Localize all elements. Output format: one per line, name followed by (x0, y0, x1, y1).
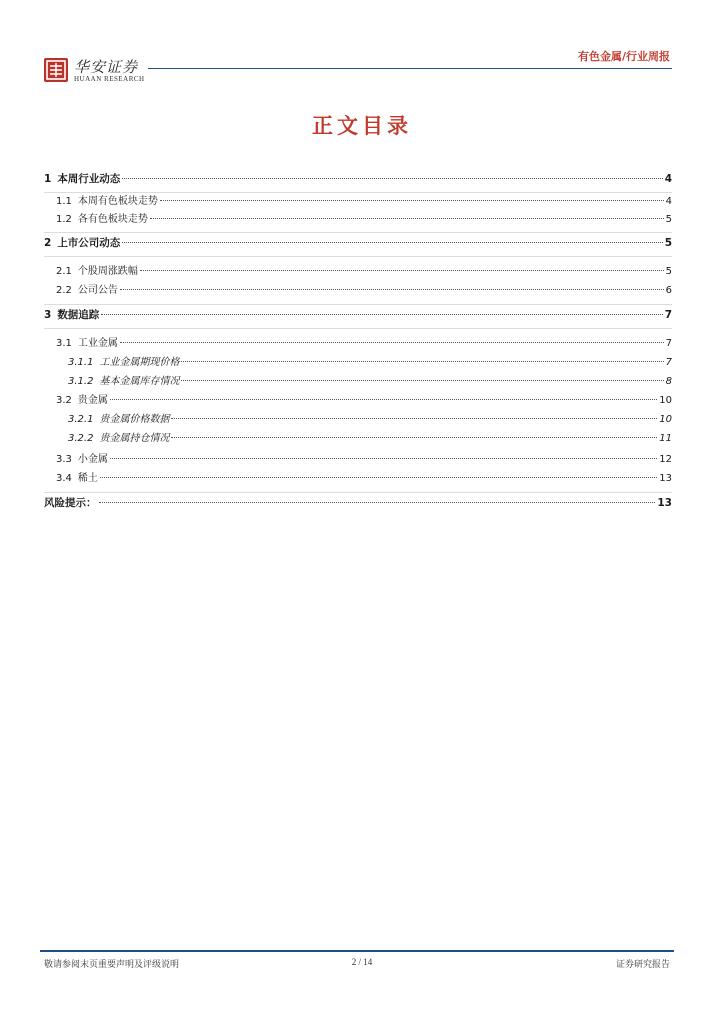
toc-entry-number: 1 (44, 173, 52, 185)
toc-entry[interactable] (44, 472, 672, 486)
toc-entry-page: 7 (665, 357, 672, 368)
toc-leader-dots (171, 437, 657, 438)
toc-entry[interactable] (44, 413, 672, 427)
toc-entry[interactable] (44, 453, 672, 467)
toc-entry[interactable] (44, 172, 672, 186)
toc-entry-page: 4 (665, 196, 672, 207)
toc-leader-dots (120, 342, 664, 343)
toc-entry-title: 数据追踪 (57, 309, 100, 321)
toc-leader-dots (110, 399, 657, 400)
toc-entry-page: 13 (659, 473, 672, 484)
toc-entry-page: 6 (665, 285, 672, 296)
toc-entry-page: 7 (664, 309, 672, 321)
toc-entry-number: 3.1.1 (68, 357, 94, 368)
toc-leader-dots (122, 242, 662, 243)
toc-entry[interactable] (44, 236, 672, 250)
toc-entry[interactable] (44, 337, 672, 351)
huaan-logo-icon (44, 58, 68, 82)
toc-entry-number: 1.2 (56, 214, 72, 225)
toc-entry-number: 3 (44, 309, 52, 321)
toc-entry-page: 8 (665, 376, 672, 387)
toc-separator (44, 232, 672, 233)
toc-entry-number: 3.2.2 (68, 433, 94, 444)
toc-leader-dots (100, 477, 657, 478)
toc-leader-dots (160, 200, 664, 201)
toc-entry-page: 5 (665, 214, 672, 225)
toc-entry[interactable] (44, 375, 672, 389)
toc-entry-number: 2.2 (56, 285, 72, 296)
page-title: 正文目录 (312, 113, 412, 138)
header-rule (148, 68, 672, 69)
toc-leader-dots (171, 418, 657, 419)
toc-separator (44, 492, 672, 493)
toc-entry[interactable] (44, 394, 672, 408)
toc-entry-page: 5 (664, 237, 672, 249)
toc-entry-page: 10 (659, 414, 672, 425)
toc-leader-dots (120, 289, 664, 290)
toc-entry-page: 13 (657, 497, 672, 509)
toc-entry-number: 3.4 (56, 473, 72, 484)
toc-leader-dots (99, 502, 656, 503)
toc-entry-title: 上市公司动态 (57, 237, 121, 249)
toc-entry[interactable] (44, 496, 672, 510)
toc-entry-number: 3.3 (56, 454, 72, 465)
toc-entry-title: 贵金属价格数据 (99, 414, 170, 425)
toc-entry[interactable] (44, 213, 672, 227)
page-header (0, 0, 724, 90)
toc-separator (44, 328, 672, 329)
logo-chinese-name: 华安证券 (74, 58, 139, 76)
toc-leader-dots (110, 458, 657, 459)
footer-disclaimer: 敬请参阅末页重要声明及评级说明 (44, 960, 180, 970)
toc-entry-number: 3.1 (56, 338, 72, 349)
toc-entry-title: 风险提示： (44, 497, 97, 509)
toc-leader-dots (140, 270, 664, 271)
toc-entry-title: 公司公告 (77, 285, 118, 296)
toc-separator (44, 304, 672, 305)
toc-entry-number: 2.1 (56, 266, 72, 277)
toc-entry[interactable] (44, 308, 672, 322)
toc-entry-number: 3.2 (56, 395, 72, 406)
toc-entry-title: 基本金属库存情况 (99, 376, 180, 387)
toc-entry-title: 稀土 (77, 473, 98, 484)
toc-entry-page: 5 (665, 266, 672, 277)
toc-entry-number: 3.1.2 (68, 376, 94, 387)
toc-entry[interactable] (44, 284, 672, 298)
toc-entry-title: 小金属 (77, 454, 108, 465)
toc-entry-title: 工业金属 (77, 338, 118, 349)
toc-entry[interactable] (44, 195, 672, 209)
toc-leader-dots (181, 380, 663, 381)
toc-entry-title: 本周有色板块走势 (77, 196, 158, 207)
toc-separator (44, 192, 672, 193)
toc-entry-page: 7 (665, 338, 672, 349)
toc-entry-title: 本周行业动态 (57, 173, 121, 185)
toc-entry-title: 个股周涨跌幅 (77, 266, 138, 277)
toc-entry-page: 10 (659, 395, 672, 406)
toc-leader-dots (101, 314, 662, 315)
toc-entry-page: 4 (664, 173, 672, 185)
toc-entry-title: 工业金属期现价格 (99, 357, 180, 368)
toc-entry[interactable] (44, 356, 672, 370)
toc-entry-title: 各有色板块走势 (77, 214, 148, 225)
toc-entry-number: 1.1 (56, 196, 72, 207)
toc-entry-page: 12 (659, 454, 672, 465)
page-number: 2 / 14 (351, 957, 373, 967)
toc-entry-number: 2 (44, 237, 52, 249)
toc-leader-dots (181, 361, 663, 362)
report-type: 有色金属/行业周报 (577, 50, 670, 63)
toc-entry[interactable] (44, 265, 672, 279)
toc-leader-dots (150, 218, 664, 219)
toc-entry-number: 3.2.1 (68, 414, 94, 425)
toc-entry[interactable] (44, 432, 672, 446)
footer-report-label: 证券研究报告 (615, 960, 670, 970)
toc-entry-title: 贵金属持仓情况 (99, 433, 170, 444)
footer-rule (40, 950, 674, 952)
toc-entry-page: 11 (659, 433, 672, 444)
toc-leader-dots (122, 178, 662, 179)
toc-separator (44, 256, 672, 257)
toc-entry-title: 贵金属 (77, 395, 108, 406)
logo-english-name: HUAAN RESEARCH (74, 75, 145, 83)
